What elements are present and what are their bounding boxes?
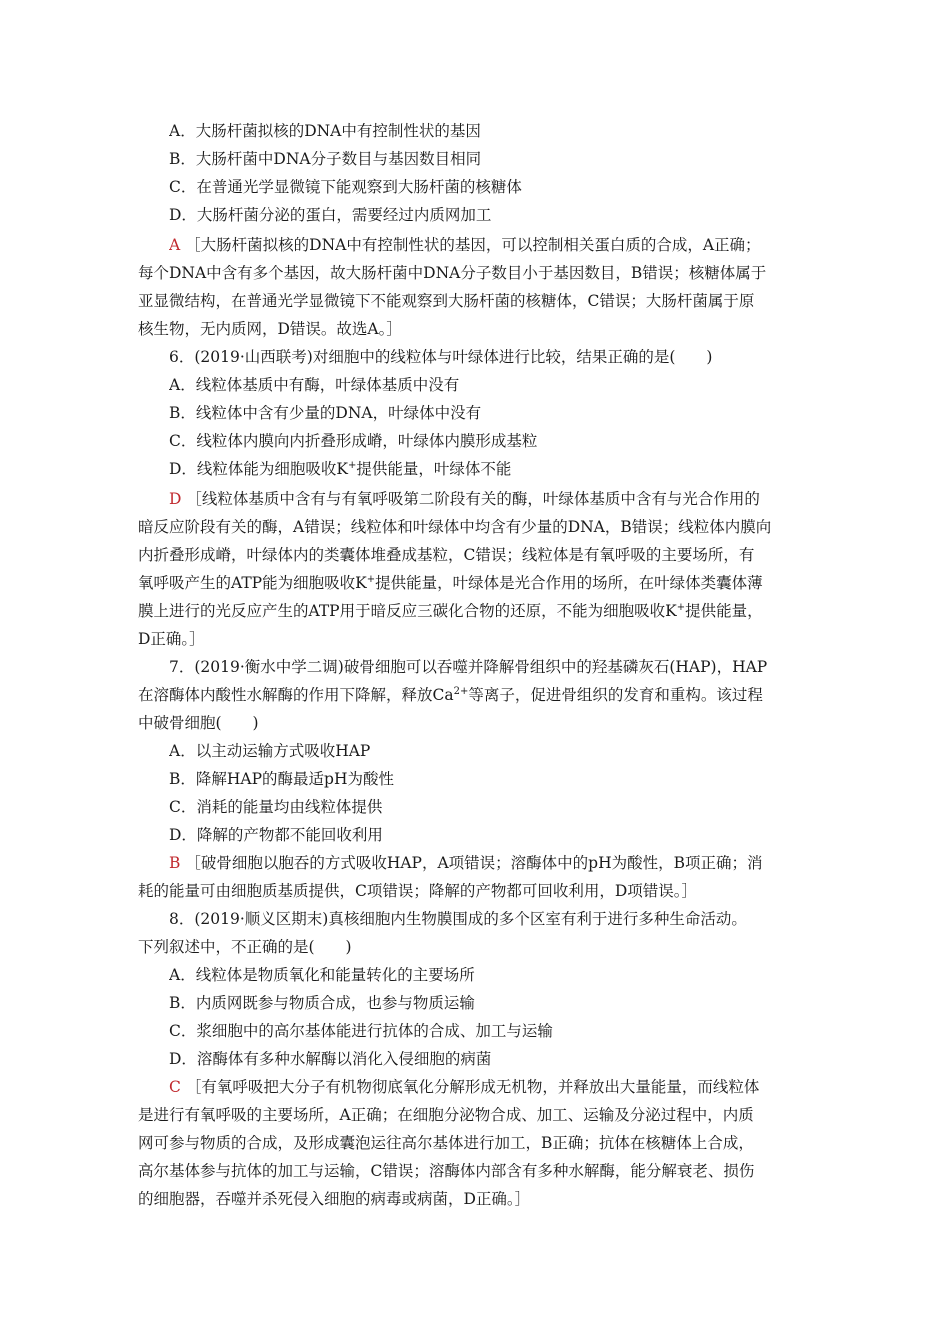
q5-explanation-line-2: 每个DNA中含有多个基因，故大肠杆菌中DNA分子数目小于基因数目，B错误；核糖体属于 — [138, 264, 767, 282]
q7-stem-line-2: 在溶酶体内酸性水解酶的作用下降解，释放$Ca^{2+}$等离子，促进骨组织的发育和重构。该过程 — [138, 686, 763, 704]
q8-explanation-line-4: 高尔基体参与抗体的加工与运输，C错误；溶酶体内部含有多种水解酶，能分解衰老、损伤 — [138, 1162, 755, 1180]
q7-option-d: D．降解的产物都不能回收利用 — [169, 826, 383, 844]
q8-option-b: B．内质网既参与物质合成，也参与物质运输 — [169, 994, 475, 1012]
q6-explanation-line-6: D正确。］ — [138, 630, 205, 648]
q8-answer: C — [169, 1078, 181, 1096]
q7-stem-line-1: 7．(2019·衡水中学二调)破骨细胞可以吞噬并降解骨组织中的羟基磷灰石(HAP)，HAP — [169, 658, 768, 676]
q6-option-d: D．线粒体能为细胞吸收K+提供能量，叶绿体不能 — [169, 460, 512, 478]
q7-stem-line-3: 中破骨细胞( ) — [138, 714, 259, 732]
q8-stem-line-1: 8．(2019·顺义区期末)真核细胞内生物膜围成的多个区室有利于进行多种生命活动。 — [169, 910, 747, 928]
q8-option-c: C．浆细胞中的高尔基体能进行抗体的合成、加工与运输 — [169, 1022, 553, 1040]
q5-option-a: A．大肠杆菌拟核的DNA中有控制性状的基因 — [169, 122, 481, 140]
q6-stem: 6．(2019·山西联考)对细胞中的线粒体与叶绿体进行比较，结果正确的是( ) — [169, 348, 713, 366]
q5-option-b: B．大肠杆菌中DNA分子数目与基因数目相同 — [169, 150, 482, 168]
q8-stem-line-2: 下列叙述中，不正确的是( ) — [138, 938, 352, 956]
q6-explanation-line-2: 暗反应阶段有关的酶，A错误；线粒体和叶绿体中均含有少量的DNA，B错误；线粒体内膜向 — [138, 518, 772, 536]
q7-explanation-line-1: B ［破骨细胞以胞吞的方式吸收HAP，A项错误；溶酶体中的pH为酸性，B项正确；消 — [169, 854, 763, 872]
q6-explanation-line-3: 内折叠形成嵴，叶绿体内的类囊体堆叠成基粒，C错误；线粒体是有氧呼吸的主要场所，有 — [138, 546, 755, 564]
q5-explanation-line-1: A ［大肠杆菌拟核的DNA中有控制性状的基因，可以控制相关蛋白质的合成，A正确； — [169, 236, 761, 254]
q7-option-a: A．以主动运输方式吸收HAP — [169, 742, 371, 760]
q8-explanation-line-3: 网可参与物质的合成，及形成囊泡运往高尔基体进行加工，B正确；抗体在核糖体上合成， — [138, 1134, 754, 1152]
q7-answer: B — [169, 854, 181, 872]
q5-answer: A — [169, 236, 181, 254]
q8-explanation-line-2: 是进行有氧呼吸的主要场所，A正确；在细胞分泌物合成、加工、运输及分泌过程中，内质 — [138, 1106, 754, 1124]
q8-explanation-line-1: C ［有氧呼吸把大分子有机物彻底氧化分解形成无机物，并释放出大量能量，而线粒体 — [169, 1078, 760, 1096]
q5-explanation-line-3: 亚显微结构，在普通光学显微镜下不能观察到大肠杆菌的核糖体，C错误；大肠杆菌属于原 — [138, 292, 755, 310]
q6-option-b: B．线粒体中含有少量的DNA，叶绿体中没有 — [169, 404, 482, 422]
q7-explanation-line-2: 耗的能量可由细胞质基质提供，C项错误；降解的产物都可回收利用，D项错误。］ — [138, 882, 698, 900]
q6-answer: D — [169, 490, 182, 508]
q5-explanation-line-4: 核生物，无内质网，D错误。故选A。］ — [138, 320, 402, 338]
q7-option-b: B．降解HAP的酶最适pH为酸性 — [169, 770, 394, 788]
q8-option-a: A．线粒体是物质氧化和能量转化的主要场所 — [169, 966, 475, 984]
q8-option-d: D．溶酶体有多种水解酶以消化入侵细胞的病菌 — [169, 1050, 492, 1068]
q8-explanation-line-5: 的细胞器，吞噬并杀死侵入细胞的病毒或病菌，D正确。］ — [138, 1190, 531, 1208]
q6-option-c: C．线粒体内膜向内折叠形成嵴，叶绿体内膜形成基粒 — [169, 432, 538, 450]
q5-option-c: C．在普通光学显微镜下能观察到大肠杆菌的核糖体 — [169, 178, 522, 196]
q7-option-c: C．消耗的能量均由线粒体提供 — [169, 798, 383, 816]
q6-option-a: A．线粒体基质中有酶，叶绿体基质中没有 — [169, 376, 460, 394]
q6-explanation-line-5: 膜上进行的光反应产生的ATP用于暗反应三碳化合物的还原，不能为细胞吸收K+提供能量， — [138, 602, 763, 620]
q5-option-d: D．大肠杆菌分泌的蛋白，需要经过内质网加工 — [169, 206, 492, 224]
q6-explanation-line-1: D ［线粒体基质中含有与有氧呼吸第二阶段有关的酶，叶绿体基质中含有与光合作用的 — [169, 490, 760, 508]
q6-explanation-line-4: 氧呼吸产生的ATP能为细胞吸收K+提供能量，叶绿体是光合作用的场所，在叶绿体类囊体薄 — [138, 574, 763, 592]
